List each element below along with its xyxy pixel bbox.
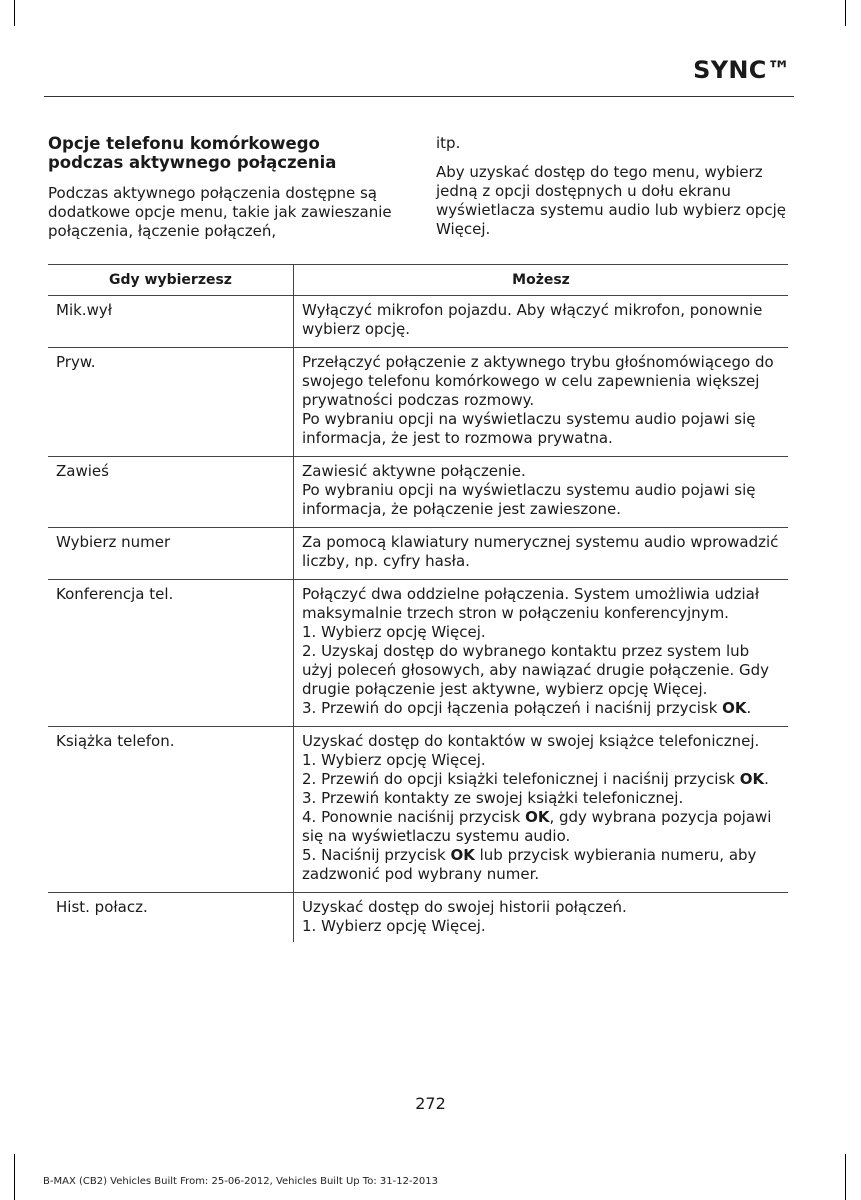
- table-row: [48, 727, 788, 893]
- description-line: 1. Wybierz opcję Więcej.: [302, 917, 486, 935]
- left-column: [48, 134, 404, 251]
- ok-button-label: OK: [450, 846, 475, 864]
- ok-button-label: OK: [525, 808, 550, 826]
- option-description: [294, 348, 789, 457]
- description-line: 1. Wybierz opcję Więcej.: [302, 751, 486, 769]
- table-row: [48, 348, 788, 457]
- description-line: Uzyskać dostęp do swojej historii połączeń.: [302, 898, 627, 916]
- description-text: lub przycisk wybierania numeru, aby zadzwonić pod wybrany numer.: [302, 846, 757, 883]
- description-text: .: [746, 699, 752, 717]
- ok-button-label: OK: [722, 699, 747, 717]
- description-line: Po wybraniu opcji na wyświetlaczu systemu audio pojawi się informacja, że jest to rozmowa prywatna.: [302, 410, 756, 447]
- table-row: [48, 528, 788, 580]
- description-line: [302, 770, 780, 789]
- phone-options-table: [48, 264, 788, 942]
- table-header-row: [48, 265, 788, 296]
- option-description: [294, 528, 789, 580]
- description-line: Przełączyć połączenie z aktywnego trybu głośnomówiącego do swojego telefonu komórkowego w celu zapewnienia większej prywatności podczas rozmowy.: [302, 353, 774, 409]
- description-line: 2. Uzyskaj dostęp do wybranego kontaktu przez system lub użyj poleceń głosowych, aby nawiązać drugie połączenie. Gdy drugie połączenie jest aktywne, wybierz opcję Więcej.: [302, 642, 770, 698]
- description-text: 2. Przewiń do opcji książki telefonicznej i naciśnij przycisk: [302, 770, 740, 788]
- description-line: [302, 846, 780, 884]
- description-text: 3. Przewiń do opcji łączenia połączeń i naciśnij przycisk: [302, 699, 723, 717]
- page-number: 272: [415, 1094, 446, 1113]
- description-line: [302, 808, 780, 846]
- description-line: Połączyć dwa oddzielne połączenia. System umożliwia udział maksymalnie trzech stron w połączeniu konferencyjnym.: [302, 585, 760, 622]
- description-line: Po wybraniu opcji na wyświetlaczu systemu audio pojawi się informacja, że połączenie jest zawieszone.: [302, 481, 756, 518]
- option-description: [294, 893, 789, 943]
- option-description: [294, 457, 789, 528]
- option-description: [294, 580, 789, 727]
- description-text: .: [764, 770, 769, 788]
- description-line: Uzyskać dostęp do kontaktów w swojej książce telefonicznej.: [302, 732, 760, 750]
- description-line: Zawiesić aktywne połączenie.: [302, 462, 526, 480]
- table-row: [48, 296, 788, 348]
- description-line: 3. Przewiń kontakty ze swojej książki telefonicznej.: [302, 789, 684, 807]
- section-heading: [48, 134, 404, 172]
- description-text: 4. Ponownie naciśnij przycisk: [302, 808, 526, 826]
- option-name: Wybierz numer: [48, 528, 294, 580]
- option-name: Konferencja tel.: [48, 580, 294, 727]
- description-line: Za pomocą klawiatury numerycznej systemu audio wprowadzić liczby, np. cyfry hasła.: [302, 533, 779, 570]
- option-description: [294, 727, 789, 893]
- option-name: Hist. połacz.: [48, 893, 294, 943]
- option-name: Pryw.: [48, 348, 294, 457]
- section-heading-line-1: Opcje telefonu komórkowego: [48, 134, 320, 153]
- description-text: , gdy wybrana pozycja pojawi się na wyświetlaczu systemu audio.: [302, 808, 772, 845]
- menu-access-paragraph: Aby uzyskać dostęp do tego menu, wybierz jedną z opcji dostępnych u dołu ekranu wyświetlacza systemu audio lub wybierz opcję Więcej.: [436, 163, 786, 238]
- footer-vehicle-info: B-MAX (CB2) Vehicles Built From: 25-06-2012, Vehicles Built Up To: 31-12-2013: [43, 1176, 438, 1187]
- right-column: [436, 134, 792, 249]
- crop-mark-top-right-vertical: [845, 0, 846, 26]
- description-line: Wyłączyć mikrofon pojazdu. Aby włączyć mikrofon, ponownie wybierz opcję.: [302, 301, 763, 338]
- column-header-selection: Gdy wybierzesz: [48, 265, 294, 296]
- table-row: [48, 580, 788, 727]
- option-description: [294, 296, 789, 348]
- intro-paragraph-continuation: itp.: [436, 134, 461, 152]
- crop-mark-top-left-vertical: [14, 0, 15, 26]
- option-name: Książka telefon.: [48, 727, 294, 893]
- crop-mark-bottom-right-vertical: [845, 1154, 846, 1200]
- option-name: Zawieś: [48, 457, 294, 528]
- intro-paragraph: Podczas aktywnego połączenia dostępne są dodatkowe opcje menu, takie jak zawieszanie połączenia, łączenie połączeń,: [48, 184, 392, 240]
- header-divider: [44, 96, 794, 97]
- description-line: 1. Wybierz opcję Więcej.: [302, 623, 486, 641]
- crop-mark-bottom-left-vertical: [14, 1154, 15, 1200]
- table-row: [48, 893, 788, 943]
- table-row: [48, 457, 788, 528]
- description-text: 5. Naciśnij przycisk: [302, 846, 451, 864]
- option-name: Mik.wył: [48, 296, 294, 348]
- page-header-title: SYNC™: [693, 56, 791, 84]
- ok-button-label: OK: [739, 770, 765, 788]
- column-header-action: Możesz: [294, 265, 789, 296]
- description-line: [302, 699, 780, 718]
- section-heading-line-2: podczas aktywnego połączenia: [48, 153, 337, 172]
